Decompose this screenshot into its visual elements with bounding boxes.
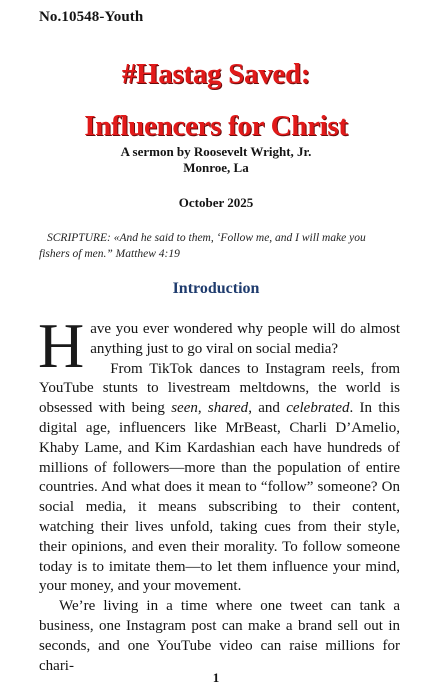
emphasis-shared: shared [207,400,249,417]
document-number: No.10548-Youth [39,9,144,25]
paragraph-1-text: ave you ever wondered why people will do almost anything just to go viral on social media? [90,321,400,357]
paragraph-1 [38,310,400,381]
emphasis-celebrated: celebrated [286,400,350,417]
sermon-title-line-2: Influencers for Christ [84,110,348,142]
paragraph-3: We’re living in a time where one tweet can tank a business, one Instagram post can make a brand sell out in seconds, and one YouTube video can raise millions for chari- [39,598,400,674]
drop-cap: H [38,310,85,381]
emphasis-seen: seen [171,400,198,417]
paragraph-2-separator-2: , and [248,400,287,417]
paragraph-2-text-rest: . In this digital age, influencers like MrBeast, Charli D’Amelio, Khaby Lame, and Kim Kardashian each have hundreds of millions of followers—more than the population of entire countries. And what does it mean to “follow” someone? On social media, it means subscribing to their content, watching their lives unfold, taking cues from their style, their opinions, and even their morality. To follow someone today is to imitate them—to let them influence your mind, your money, and your movement. [39,400,400,595]
author-byline: A sermon by Roosevelt Wright, Jr. [120,144,312,159]
sermon-date: October 2025 [178,195,254,210]
paragraph-2 [39,360,400,598]
section-heading-introduction: Introduction [172,280,260,297]
paragraph-2-text-start: From TikTok dances to Instagram reels, from YouTube stunts to livestream meltdowns, the world is obsessed with being [39,360,400,417]
author-location: Monroe, La [183,160,249,175]
page-number: 1 [212,670,220,685]
scripture-quote: SCRIPTURE: «And he said to them, ‘Follow me, and I will make you fishers of men.” Matthew 4:19 [39,232,366,260]
sermon-title-line-1: #Hastag Saved: [121,58,311,90]
body-text [38,310,400,676]
paragraph-2-separator-1: , [197,400,208,417]
